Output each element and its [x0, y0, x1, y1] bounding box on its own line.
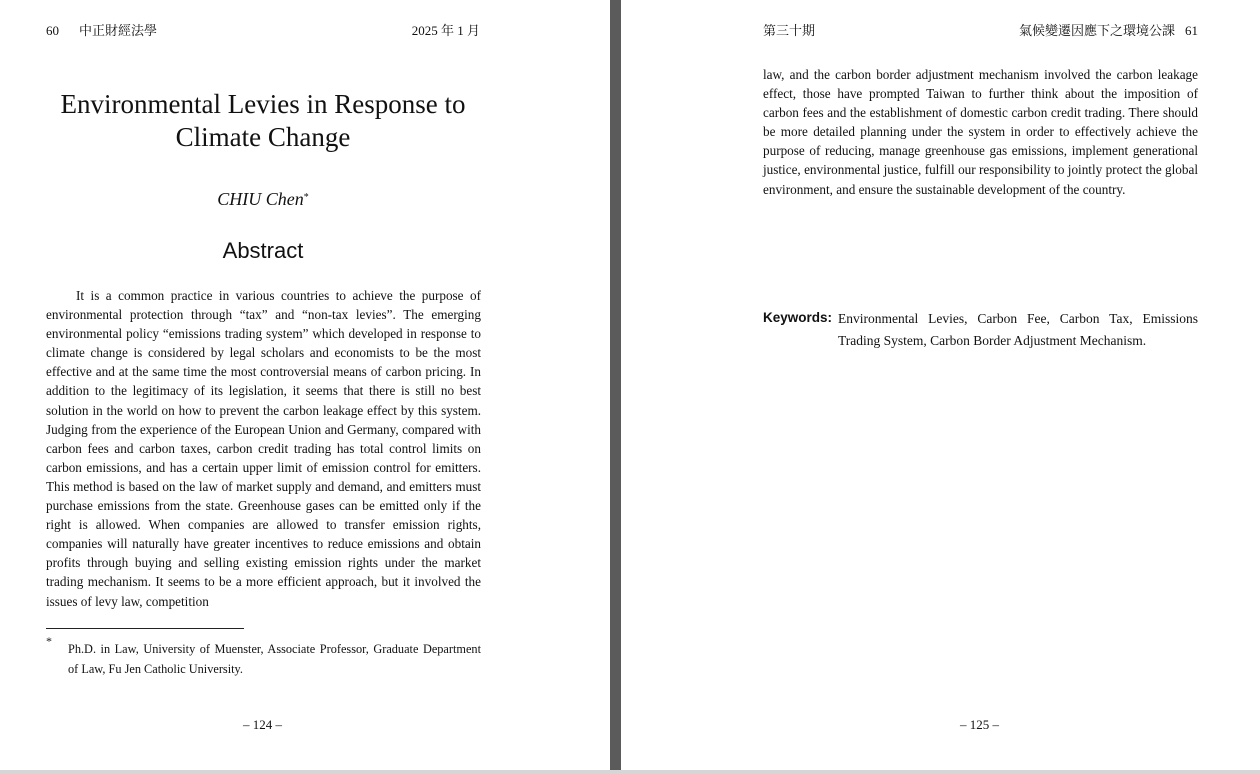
- author-name: [46, 186, 480, 212]
- author-footnote-mark: *: [303, 192, 309, 203]
- header-running-title: 氣候變遷因應下之環境公課: [1019, 23, 1176, 38]
- header-journal-name: 中正財經法學: [79, 23, 158, 38]
- author-name-text: CHIU Chen: [217, 189, 304, 209]
- abstract-continued-paragraph: law, and the carbon border adjustment mechanism involved the carbon leakage effect, those have prompted Taiwan to further think about the imposition of carbon fees and the establishment of domestic carbon credit trading. There should be more detailed planning under the system in order to effectively achieve the purpose of reducing, manage greenhouse gas emissions, implement generational justice, environmental justice, fulfill our responsibility to jointly protect the global environment, and ensure the sustainable development of the country.: [763, 67, 1198, 197]
- header-issue: 第三十期: [763, 23, 816, 38]
- abstract-heading: Abstract: [222, 238, 304, 263]
- footnote-mark: *: [46, 634, 52, 648]
- footnote-text: Ph.D. in Law, University of Muenster, Associate Professor, Graduate Department of Law, Fu Jen Catholic University.: [68, 642, 481, 676]
- bottom-scroll-strip: [0, 770, 1260, 774]
- abstract-paragraph: It is a common practice in various countries to achieve the purpose of environmental protection through “tax” and “non-tax levies”. The emerging environmental policy “emissions trading system” which developed in response to climate change is considered by legal scholars and economists to be the most effective and at the same time the most controversial means of carbon pricing. In addition to the legitimacy of its legislation, it seems that there is still no best solution in the world on how to prevent the carbon leakage effect by this system. Judging from the experience of the European Union and Germany, compared with carbon fees and carbon taxes, carbon credit trading has total control limits on carbon emissions, and has a certain upper limit of emission control for emitters. This method is based on the law of market supply and demand, and emitters must purchase emissions from the state. Greenhouse gases can be emitted only if the right is allowed. When companies are allowed to transfer emission rights, companies will naturally have greater incentives to reduce emissions and obtain profits through buying and selling existing emission rights under the market trading mechanism. It seems to be a more efficient approach, but it involved the issues of levy law, competition: [46, 288, 481, 609]
- footnote-divider: [46, 628, 244, 629]
- keywords-list: Environmental Levies, Carbon Fee, Carbon Tax, Emissions Trading System, Carbon Border Adjustment Mechanism.: [838, 311, 1198, 348]
- footer-page-number: – 124 –: [243, 717, 282, 732]
- header-page-number: 60: [46, 23, 59, 38]
- paper-title: Environmental Levies in Response to Climate Change: [60, 89, 466, 152]
- left-page: [0, 0, 610, 774]
- footer-page-number: – 125 –: [960, 717, 999, 732]
- keywords-label: Keywords:: [763, 310, 833, 325]
- header-page-number: 61: [1185, 23, 1198, 38]
- header-issue-date: 2025 年 1 月: [411, 23, 480, 38]
- page-gutter: [610, 0, 621, 774]
